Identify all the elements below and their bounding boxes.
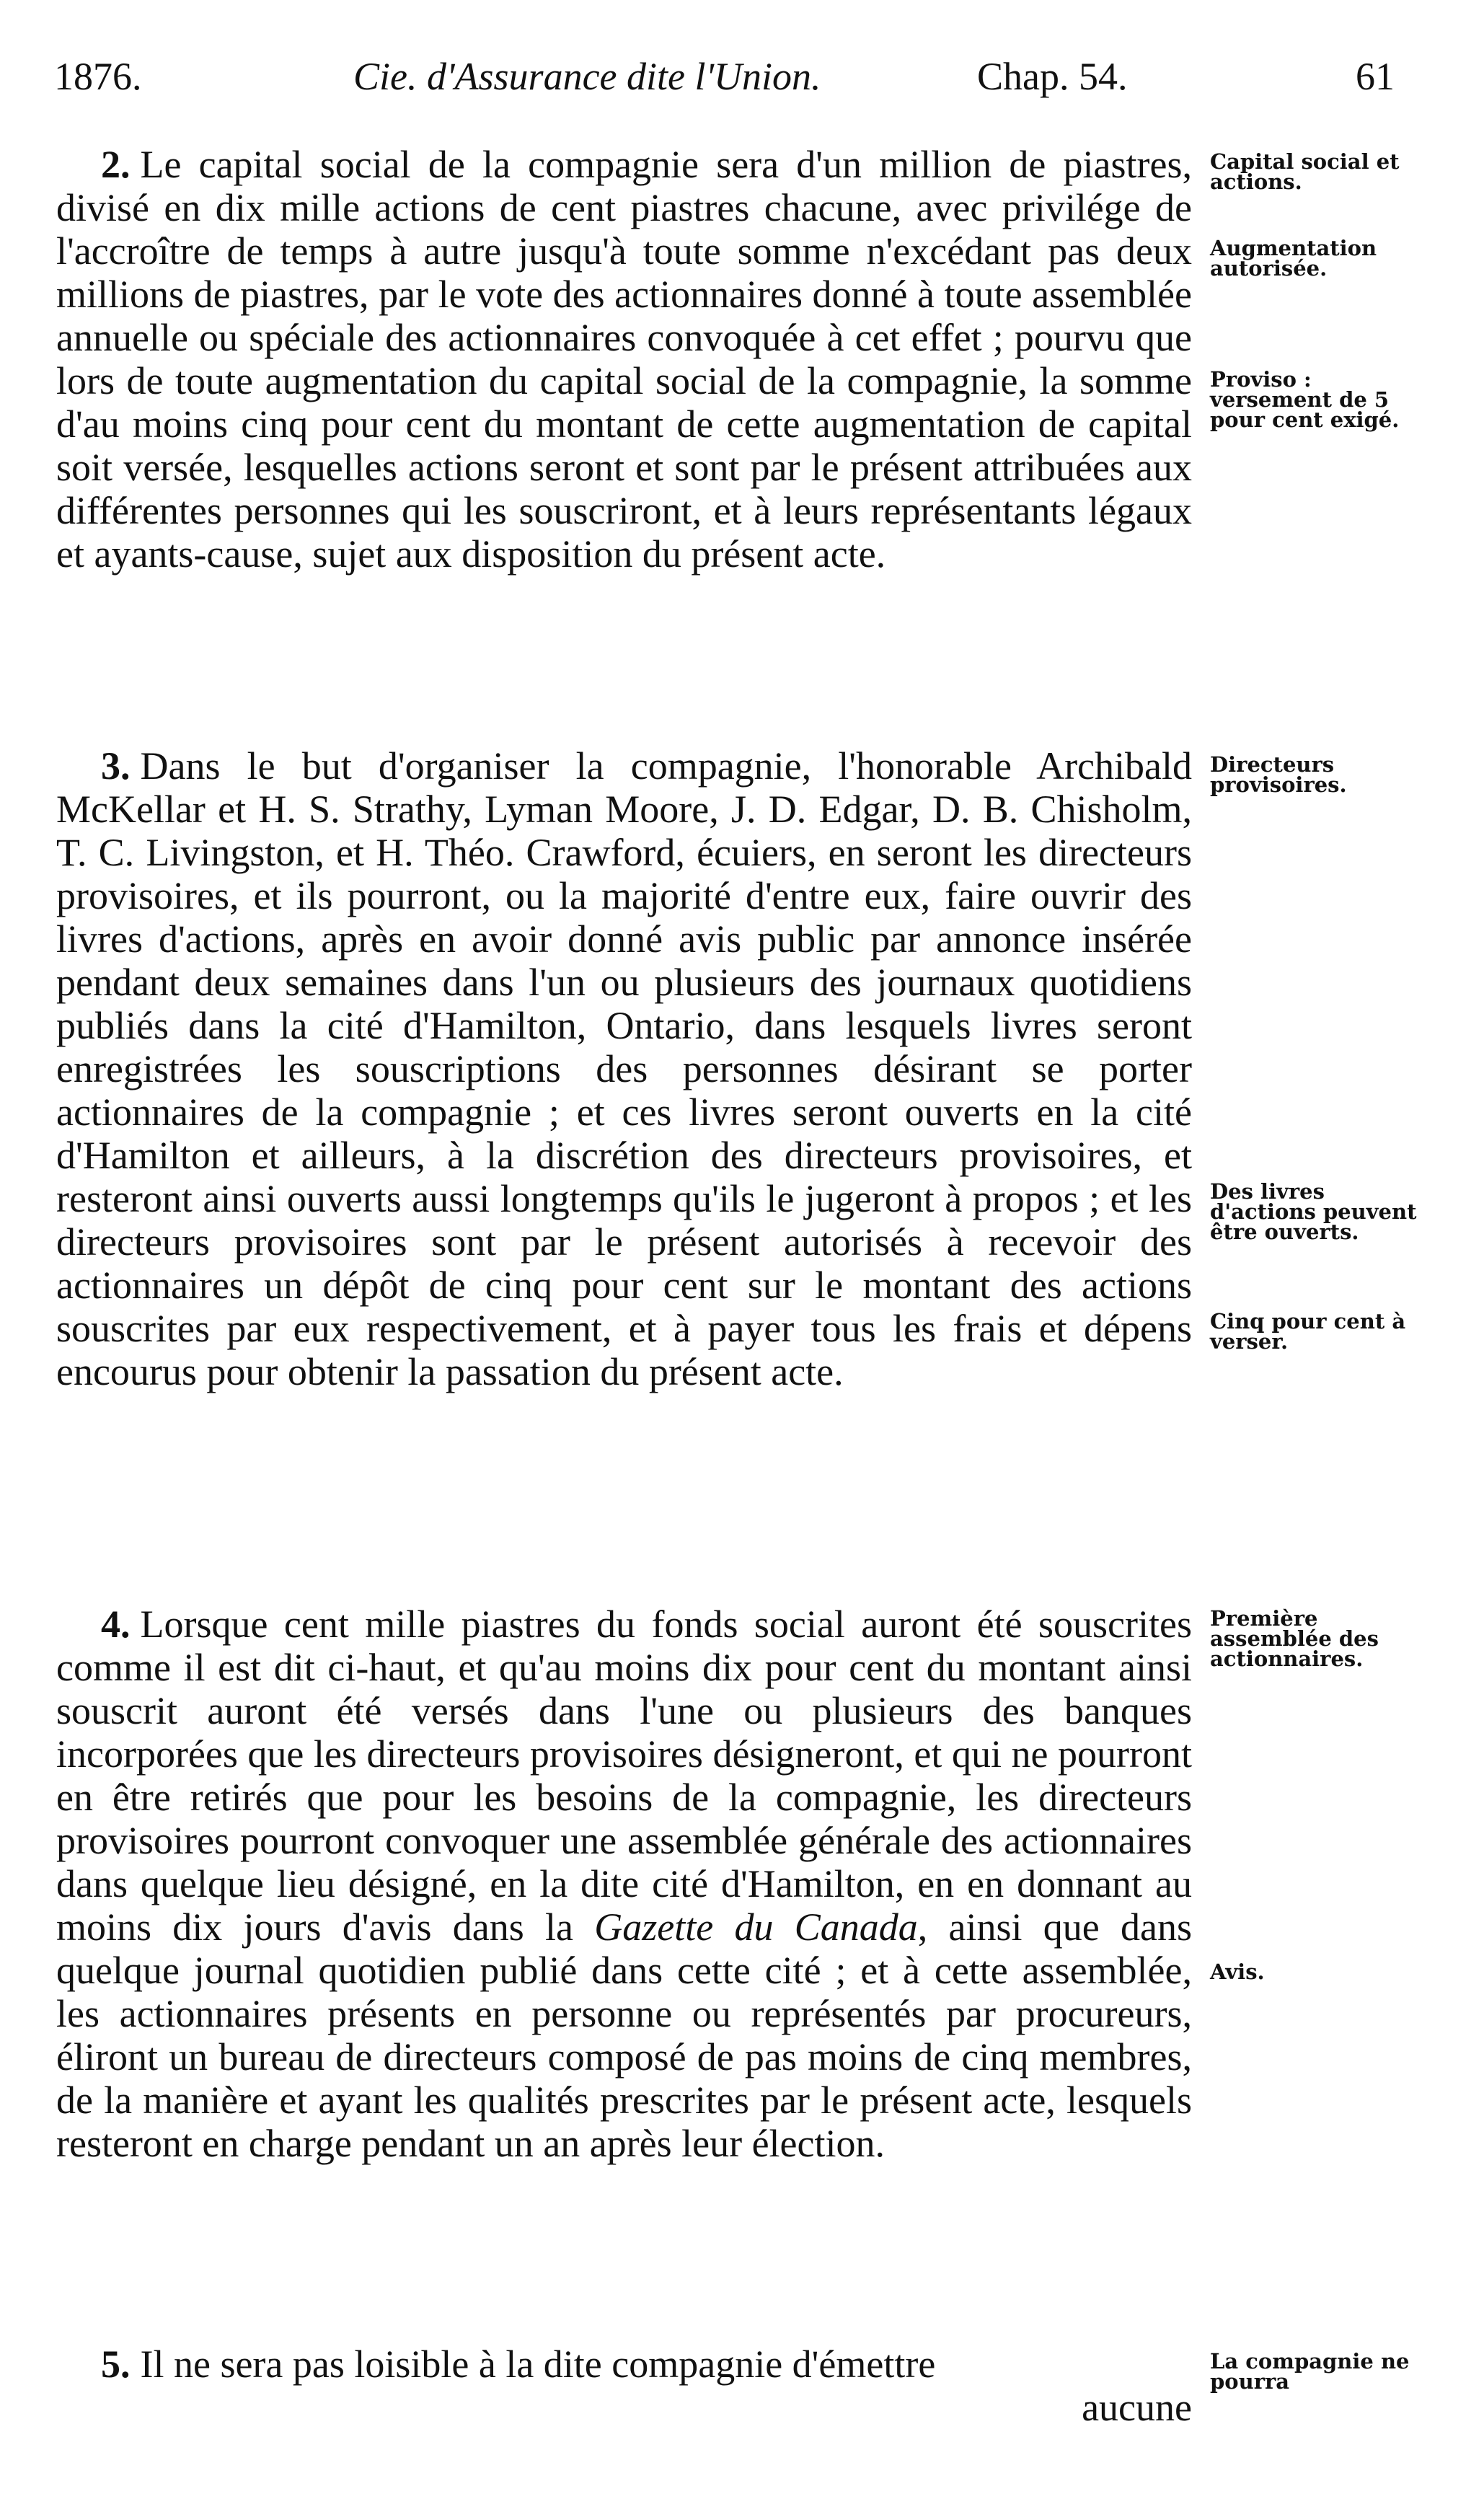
margin-note-proviso: Proviso : versement de 5 pour cent exigé.	[1210, 367, 1400, 432]
section-number: 3.	[101, 744, 131, 788]
section-5-paragraph	[56, 2342, 1192, 2429]
section-number: 2.	[101, 143, 131, 186]
margin-note-directeurs: Directeurs provisoires.	[1210, 752, 1347, 797]
margin-note-livres: Des livres d'actions peuvent être ouverts.	[1210, 1179, 1417, 1244]
margin-note-capital: Capital social et actions.	[1210, 149, 1400, 194]
section-number: 5.	[101, 2342, 131, 2386]
margin-note-compagnie: La compagnie ne pourra	[1210, 2349, 1410, 2394]
margin-note-avis: Avis.	[1210, 1960, 1265, 1984]
section-text: Lorsque cent mille piastres du fonds social auront été souscrites comme il est dit ci-haut, et qu'au moins dix pour cent du montant ainsi souscrit auront été versés dans l'une ou plusieurs des banques incorporées que les directeurs provisoires désigneront, et qui ne pourront en être retirés que pour les besoins de la compagnie, les directeurs provisoires pourront convoquer une assemblée générale des actionnaires dans quelque lieu désigné, en la dite cité d'Hamilton, en en donnant au moins dix jours d'avis dans la	[56, 1603, 1192, 1949]
section-text: , ainsi que dans quelque journal quotidien publié dans cette cité ; et à cette assemblée, les actionnaires présents en personne ou représentés par procureurs, éliront un bureau de directeurs composé de pas moins de cinq membres, de la manière et ayant les qualités prescrites par le présent acte, lesquels resteront en charge pendant un an après leur élection.	[56, 1905, 1192, 2165]
header-title: Cie. d'Assurance dite l'Union.	[353, 55, 821, 98]
section-number: 4.	[101, 1603, 131, 1646]
section-text: Il ne sera pas loisible à la dite compagnie d'émettre	[140, 2342, 936, 2386]
running-header	[50, 54, 1399, 112]
margin-note-augmentation: Augmentation autorisée.	[1210, 236, 1377, 281]
section-text: Dans le but d'organiser la compagnie, l'honorable Archibald McKellar et H. S. Strathy, Lyman Moore, J. D. Edgar, D. B. Chisholm, T. C. Livingston, et H. Théo. Crawford, écuiers, en seront les directeurs provisoires, et ils pourront, ou la majorité d'entre eux, faire ouvrir des livres d'actions, après en avoir donné avis public par annonce insérée pendant deux semaines dans l'un ou plusieurs des journaux quotidiens publiés dans la cité d'Hamilton, Ontario, dans lesquels livres seront enregistrées les souscriptions des personnes désirant se porter actionnaires de la compagnie ; et ces livres seront ouverts en la cité d'Hamilton et ailleurs, à la discrétion des directeurs provisoires, et resteront ainsi ouverts aussi longtemps qu'ils le jugeront à propos ; et les directeurs provisoires sont par le présent autorisés à recevoir des actionnaires un dépôt de cinq pour cent sur le montant des actions souscrites par eux respectivement, et à payer tous les frais et dépens encourus pour obtenir la passation du présent acte.	[56, 744, 1192, 1393]
page-number: 61	[1356, 55, 1395, 98]
section-2-paragraph	[56, 143, 1192, 576]
section-text: Le capital social de la compagnie sera d'un million de piastres, divisé en dix mille actions de cent piastres chacune, avec privilége de l'accroître de temps à autre jusqu'à toute somme n'excédant pas deux millions de piastres, par le vote des actionnaires donné à toute assemblée annuelle ou spéciale des actionnaires convoquée à cet effet ; pourvu que lors de toute augmentation du capital social de la compagnie, la somme d'au moins cinq pour cent du montant de cette augmentation de capital soit versée, lesquelles actions seront et sont par le présent attribuées aux différentes personnes qui les souscriront, et à leurs représentants légaux et ayants-cause, sujet aux disposition du présent acte.	[56, 143, 1192, 576]
gazette-title: Gazette du Canada	[594, 1905, 918, 1949]
margin-note-cinq-pour-cent: Cinq pour cent à verser.	[1210, 1309, 1406, 1354]
margin-note-premiere-assemblee: Première assemblée des actionnaires.	[1210, 1606, 1379, 1671]
continuation-word: aucune	[1082, 2386, 1192, 2429]
header-year: 1876.	[54, 55, 142, 98]
section-4-paragraph	[56, 1603, 1192, 2165]
section-3-paragraph	[56, 744, 1192, 1393]
header-chapter: Chap. 54.	[977, 55, 1128, 98]
